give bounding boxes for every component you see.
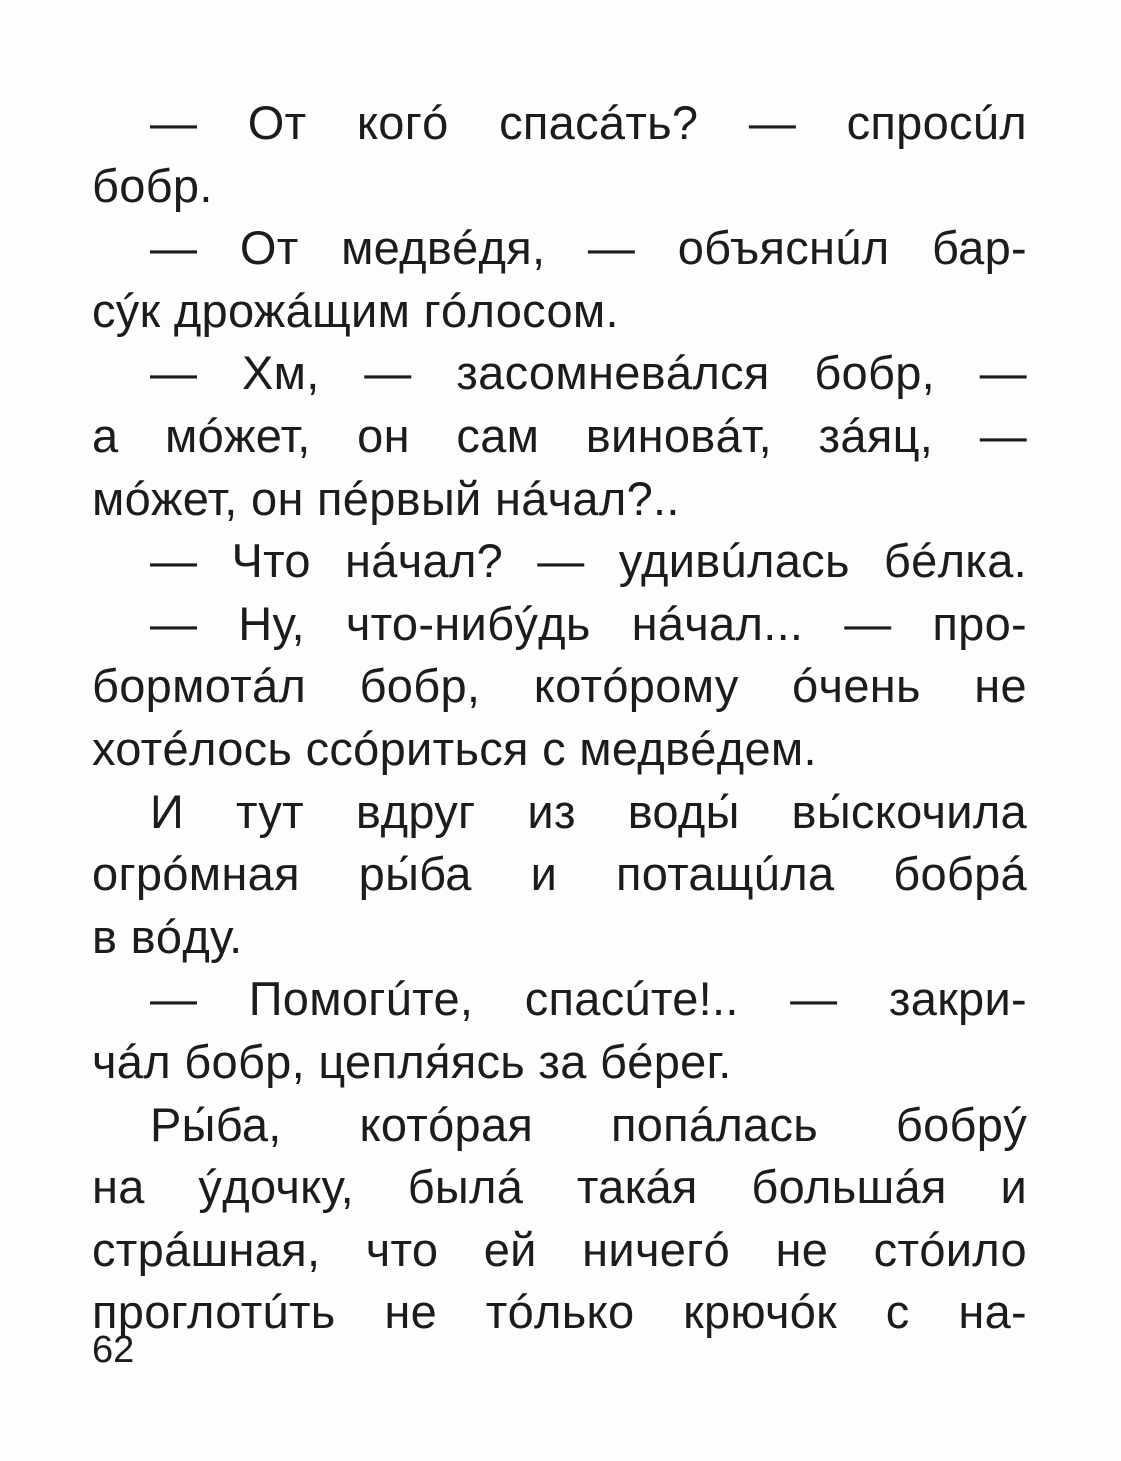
text-line: бормотáл бобр, котóрому óчень не: [92, 659, 1027, 713]
text-line: сýк дрожáщим гóлосом.: [92, 283, 619, 337]
text-line: И тут вдруг из воды́ вы́скочила: [150, 784, 1027, 838]
text-line: — От медвéдя, — объяснúл бар-: [150, 221, 1027, 275]
text-line: — Хм, — засомневáлся бобр, —: [150, 346, 1027, 400]
text-line: хотéлось ссóриться с медвéдем.: [92, 721, 817, 775]
text-line: — От когó спасáть? — спросúл: [150, 96, 1027, 149]
text-line: проглотúть не тóлько крючóк с на-: [92, 1285, 1027, 1339]
text-line: огрóмная ры́ба и потащúла бобрá: [92, 847, 1027, 901]
text-line: стрáшная, что ей ничегó не стóило: [92, 1222, 1027, 1276]
text-line: — Помогúте, спасúте!.. — закри-: [150, 972, 1027, 1026]
text-line: — Ну, что-нибýдь нáчал... — про-: [150, 596, 1027, 650]
text-line: бобр.: [92, 158, 213, 212]
text-line: Ры́ба, котóрая попáлась бобрý: [150, 1097, 1027, 1151]
text-line: мóжет, он пéрвый нáчал?..: [92, 471, 680, 525]
page-text: [92, 92, 1027, 1344]
text-line: — Что нáчал? — удивúлась бéлка.: [150, 534, 1027, 588]
text-line: на ýдочку, былá такáя большáя и: [92, 1160, 1027, 1214]
text-line: чáл бобр, цепля́ясь за бéрег.: [92, 1034, 732, 1088]
page-number: 62: [92, 1329, 135, 1371]
text-line: в вóду.: [92, 909, 243, 963]
text-line: а мóжет, он сам виновáт, зáяц, —: [92, 408, 1027, 462]
